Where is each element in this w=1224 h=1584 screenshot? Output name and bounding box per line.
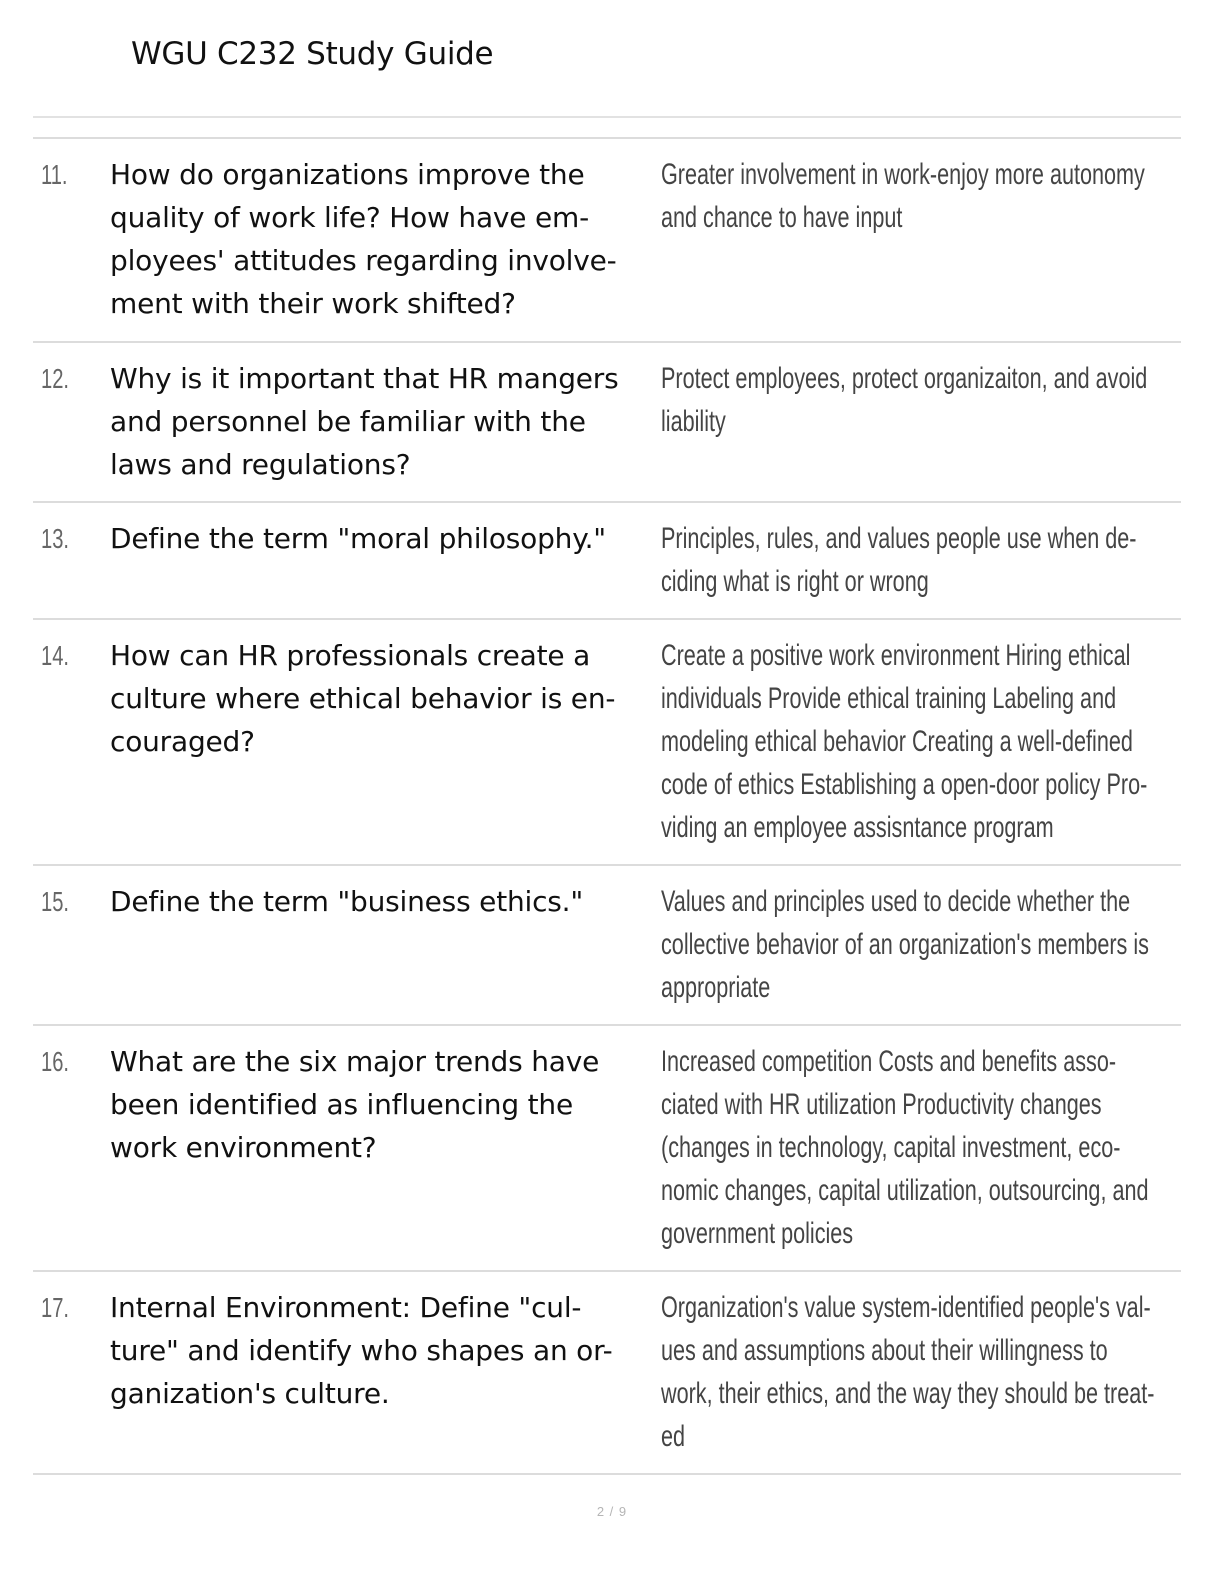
card-term: Define the term "moral philosophy." — [110, 522, 606, 555]
card-number: 15. — [41, 886, 70, 917]
card-definition: Protect employees, protect organizaiton, and avoid liability — [661, 362, 1148, 438]
card-number: 16. — [41, 1046, 70, 1077]
header-divider — [33, 116, 1181, 118]
page-number: 2 / 9 — [596, 1504, 628, 1519]
card-term: Internal Environment: Define "cul- ture" and identify who shapes an or- ganization's culture. — [110, 1291, 613, 1410]
flashcard — [33, 1270, 1181, 1475]
document-title: WGU C232 Study Guide — [131, 36, 494, 72]
flashcard-list — [33, 137, 1181, 1475]
flashcard — [33, 864, 1181, 1024]
card-number: 13. — [41, 523, 70, 554]
card-definition: Organization's value system-identified people's val- ues and assumptions about their willingness to work, their ethics, and the way they should be treat- ed — [661, 1291, 1155, 1453]
card-term: What are the six major trends have been identified as influencing the work environment? — [110, 1045, 600, 1164]
card-term: Define the term "business ethics." — [110, 885, 584, 918]
card-definition: Principles, rules, and values people use when de- ciding what is right or wrong — [661, 522, 1137, 598]
flashcard — [33, 341, 1181, 501]
card-number: 12. — [41, 363, 70, 394]
flashcard — [33, 1024, 1181, 1270]
card-definition: Values and principles used to decide whether the collective behavior of an organization's members is appropriate — [661, 885, 1149, 1004]
card-definition: Increased competition Costs and benefits asso- ciated with HR utilization Productivity changes (changes in technology, capital investment, eco- nomic changes, capital utilization, outsourcing, and government policies — [661, 1045, 1149, 1250]
card-term: How can HR professionals create a culture where ethical behavior is en- couraged? — [110, 639, 616, 758]
card-definition: Create a positive work environment Hiring ethical individuals Provide ethical training Labeling and modeling ethical behavior Creating a well-defined code of ethics Establishing a open-door policy Pro- viding an employee assisntance program — [661, 639, 1148, 844]
flashcard — [33, 137, 1181, 341]
card-term: Why is it important that HR mangers and personnel be familiar with the laws and regulations? — [110, 362, 619, 481]
flashcard — [33, 501, 1181, 618]
flashcard — [33, 618, 1181, 864]
card-number: 17. — [41, 1292, 70, 1323]
card-term: How do organizations improve the quality of work life? How have em- ployees' attitudes regarding involve- ment with their work shifted? — [110, 158, 617, 320]
card-number: 14. — [41, 640, 70, 671]
card-number: 11. — [41, 159, 68, 190]
card-definition: Greater involvement in work-enjoy more autonomy and chance to have input — [661, 158, 1145, 234]
